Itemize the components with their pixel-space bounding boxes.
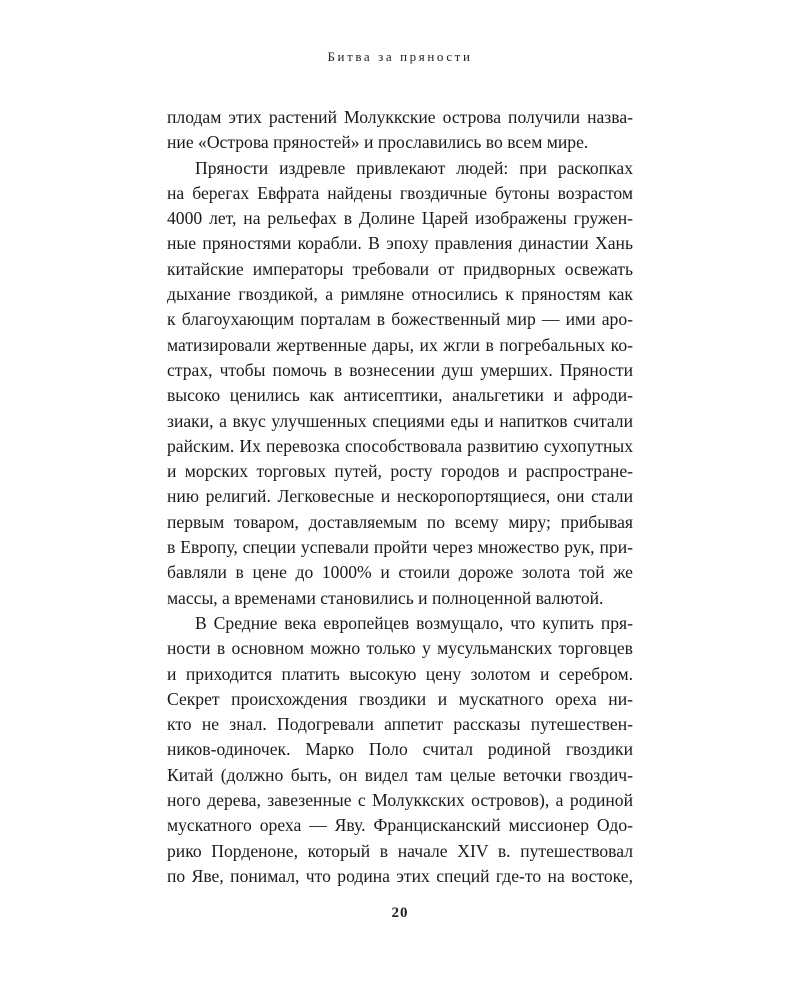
text-line: мускатного ореха — Яву. Францисканский миссионер Одо-	[167, 815, 633, 836]
text-line: и приходится платить высокую цену золотом и серебром.	[167, 663, 633, 684]
paragraph-2	[167, 156, 633, 611]
running-head: Битва за пряности	[327, 49, 473, 64]
text-line: Китай (должно быть, он видел там целые веточки гвоздич-	[167, 764, 633, 785]
text-line: на берегах Евфрата найдены гвоздичные бутоны возрастом	[167, 182, 633, 203]
text-line: китайские императоры требовали от придворных освежать	[167, 258, 633, 279]
page-number: 20	[391, 905, 409, 921]
text-line: высоко ценились как антисептики, анальгетики и афроди-	[167, 385, 633, 406]
text-line: ности в основном можно только у мусульманских торговцев	[167, 638, 633, 659]
paragraph-3	[167, 611, 633, 889]
text-line: бавляли в цене до 1000% и стоили дороже золота той же	[167, 562, 633, 583]
text-line: нию религий. Легковесные и нескоропортящиеся, они стали	[167, 486, 633, 507]
text-line: рико Порденоне, который в начале XIV в. путешествовал	[167, 840, 633, 861]
text-line: ние «Острова пряностей» и прославились во всем мире.	[167, 132, 589, 153]
text-line: ного дерева, завезенные с Молуккских островов), а родиной	[167, 790, 633, 811]
paragraph-1	[167, 105, 633, 156]
text-line: Секрет происхождения гвоздики и мускатного ореха ни-	[167, 688, 633, 709]
text-line: ников-одиночек. Марко Поло считал родиной гвоздики	[167, 739, 633, 760]
text-line: райским. Их перевозка способствовала развитию сухопутных	[167, 435, 633, 456]
text-line: Пряности издревле привлекают людей: при раскопках	[195, 157, 633, 178]
text-line: кто не знал. Подогревали аппетит рассказы путешествен-	[167, 714, 633, 735]
text-line: плодам этих растений Молуккские острова получили назва-	[167, 107, 633, 127]
text-line: зиаки, а вкус улучшенных специями еды и напитков считали	[167, 410, 633, 431]
body-text	[167, 105, 633, 889]
text-line: и морских торговых путей, росту городов и распростране-	[167, 461, 633, 482]
text-line: страх, чтобы помочь в вознесении душ умерших. Пряности	[167, 359, 633, 380]
text-line: к благоухающим порталам в божественный мир — ими аро-	[167, 309, 633, 330]
text-line: ные пряностями корабли. В эпоху правления династии Хань	[167, 233, 633, 254]
text-line: В Средние века европейцев возмущало, что купить пря-	[195, 612, 633, 633]
text-line: матизировали жертвенные дары, их жгли в погребальных ко-	[167, 334, 633, 355]
text-line: дыхание гвоздикой, а римляне относились к пряностям как	[167, 284, 633, 305]
text-line: в Европу, специи успевали пройти через множество рук, при-	[167, 537, 633, 558]
text-line: первым товаром, доставляемым по всему миру; прибывая	[167, 511, 633, 532]
text-line: 4000 лет, на рельефах в Долине Царей изображены гружен-	[167, 208, 633, 229]
text-line: по Яве, понимал, что родина этих специй где-то на востоке,	[167, 865, 633, 886]
text-line: массы, а временами становились и полноценной валютой.	[167, 587, 604, 608]
